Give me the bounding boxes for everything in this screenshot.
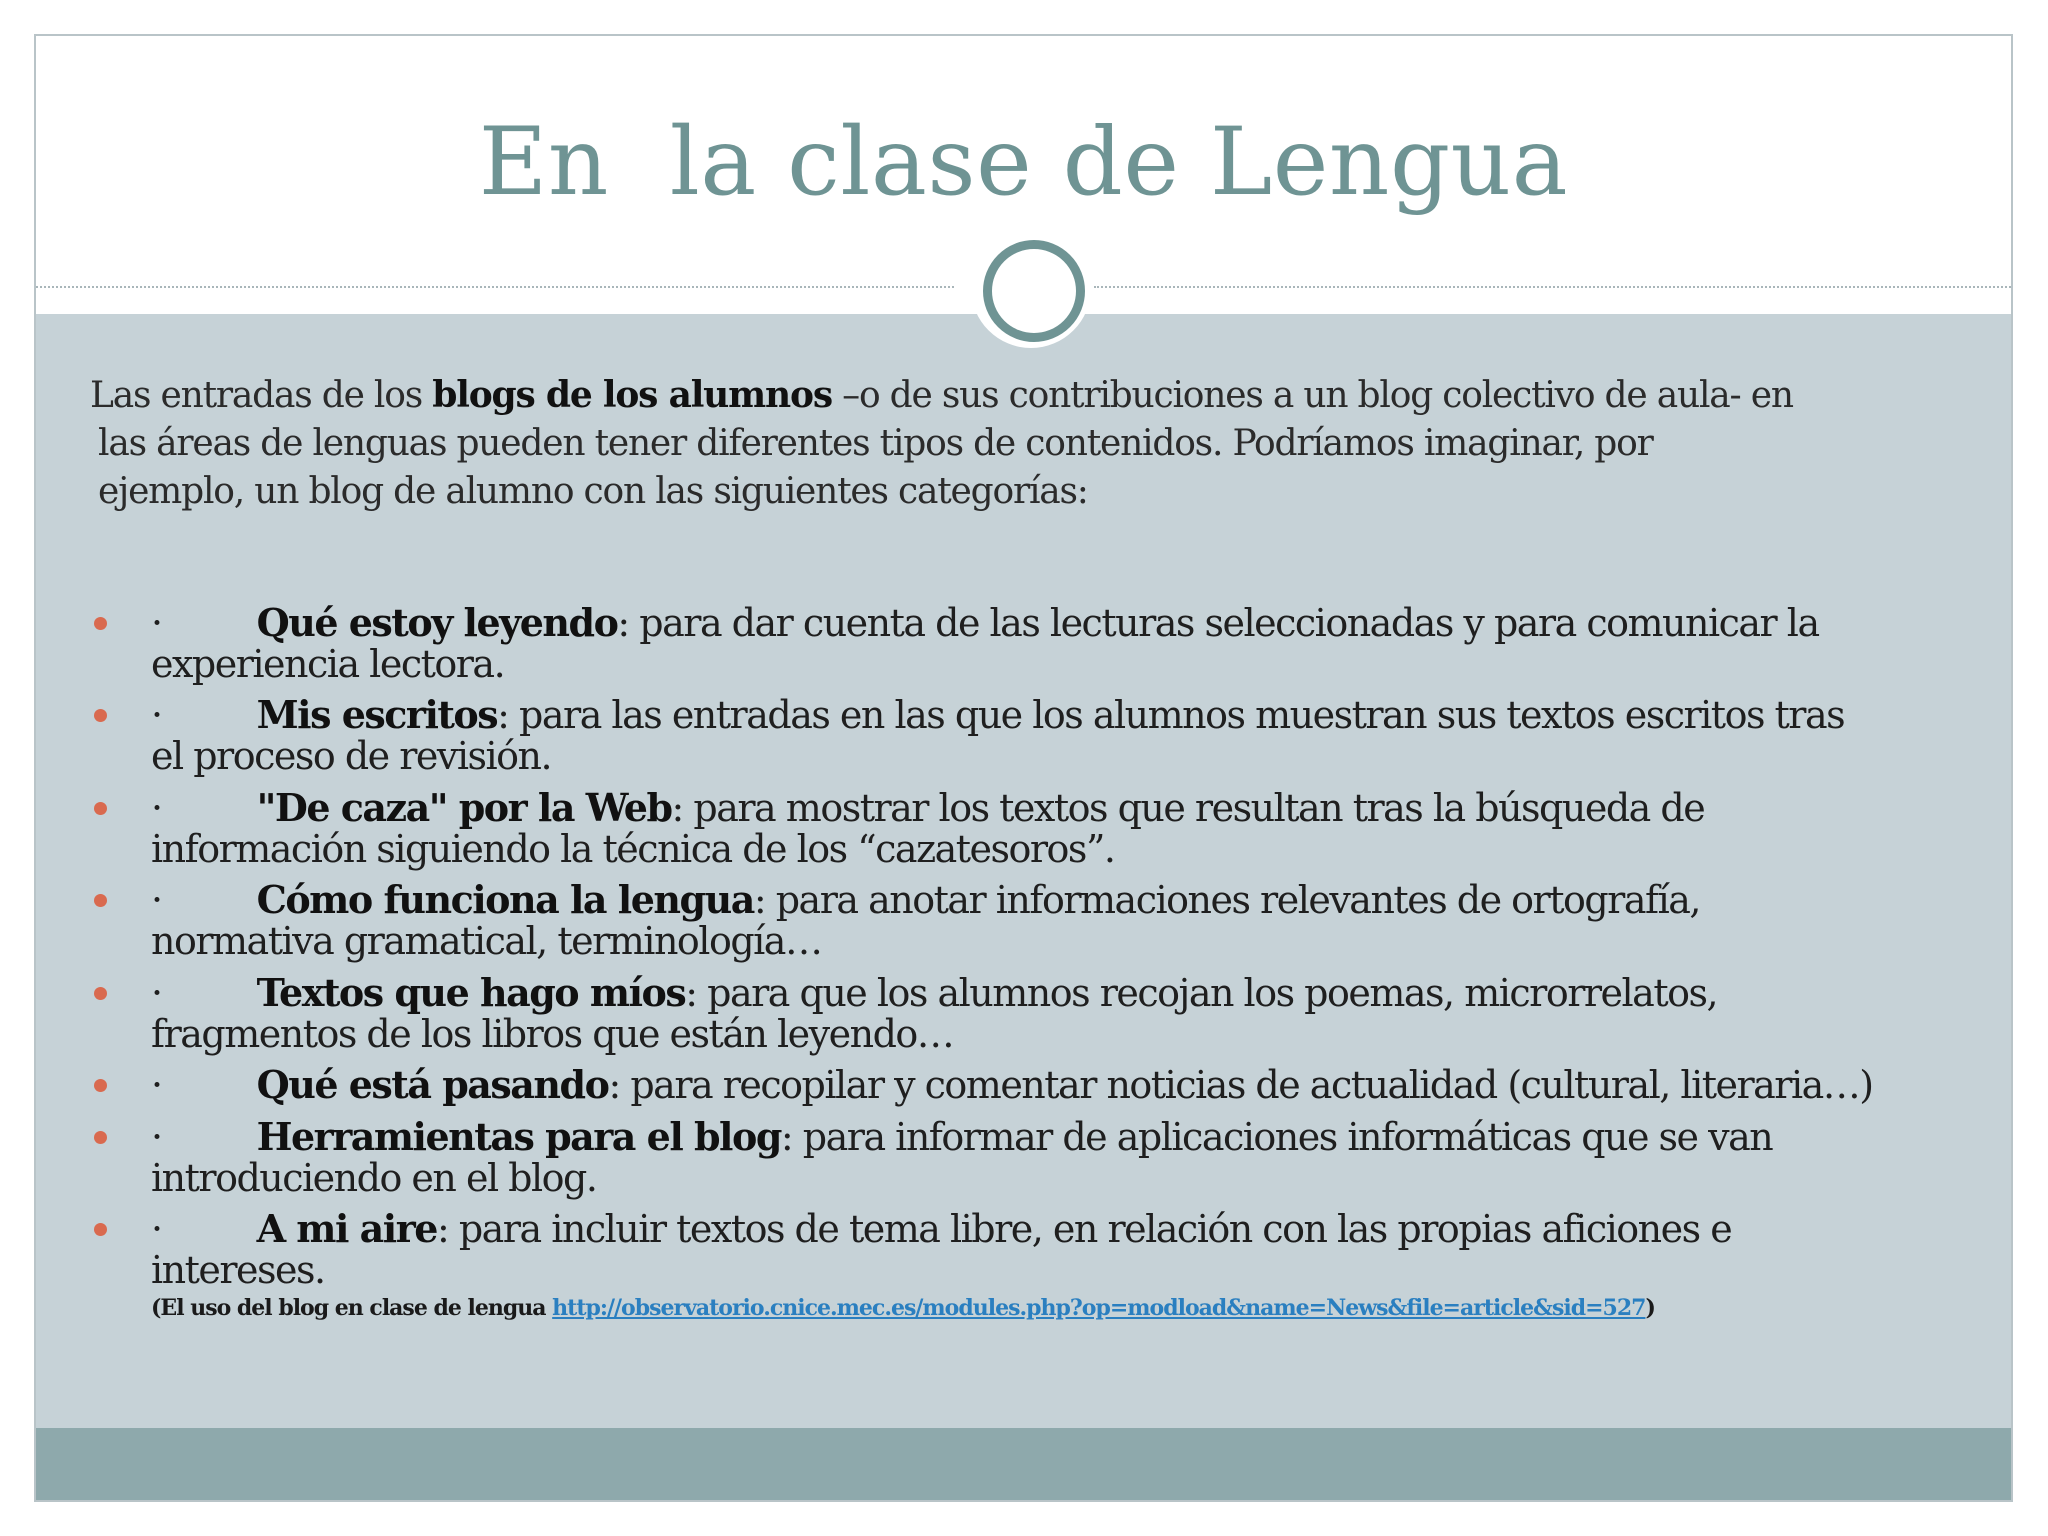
bullet-icon: [94, 709, 107, 722]
category-name: Qué estoy leyendo: [256, 600, 618, 645]
middle-dot: ·: [151, 971, 162, 1015]
intro-text: Las entradas de los: [90, 375, 433, 416]
title-divider-left: [36, 286, 954, 288]
bullet-icon: [94, 1131, 107, 1144]
category-description-continued: intereses.: [151, 1248, 325, 1292]
reference-close-paren: ): [1645, 1295, 1655, 1321]
category-name: Cómo funciona la lengua: [256, 877, 754, 922]
reference-label: El uso del blog en clase de lengua: [160, 1295, 553, 1321]
category-description-continued: el proceso de revisión.: [151, 734, 552, 778]
bullet-icon: [94, 894, 107, 907]
title-divider-right: [1094, 286, 2013, 288]
category-name: Herramientas para el blog: [256, 1114, 781, 1159]
reference-link[interactable]: http://observatorio.cnice.mec.es/modules.php?op=modload&name=News&file=article&sid=527: [552, 1295, 1646, 1321]
category-description-continued: normativa gramatical, terminología…: [151, 919, 822, 963]
bullet-icon: [94, 1223, 107, 1236]
middle-dot: ·: [151, 693, 162, 737]
footer-bar: [36, 1428, 2011, 1500]
middle-dot: ·: [151, 878, 162, 922]
bullet-icon: [94, 1079, 107, 1092]
slide: [34, 34, 2013, 1502]
intro-paragraph: [90, 371, 1910, 516]
category-description: : para las entradas en las que los alumnos muestran sus textos escritos tras: [497, 693, 1845, 737]
category-description-continued: fragmentos de los libros que están leyendo…: [151, 1012, 954, 1056]
category-description-continued: información siguiendo la técnica de los “cazatesoros”.: [151, 827, 1115, 871]
intro-line-3: ejemplo, un blog de alumno con las siguientes categorías:: [98, 471, 1088, 512]
intro-line-1: [90, 371, 1910, 420]
middle-dot: ·: [151, 1063, 162, 1107]
bullet-icon: [94, 987, 107, 1000]
category-description-continued: introduciendo en el blog.: [151, 1156, 597, 1200]
reference-citation: [151, 1295, 1655, 1321]
middle-dot: ·: [151, 786, 162, 830]
intro-bold-text: blogs de los alumnos: [432, 374, 832, 416]
slide-title: En la clase de Lengua: [478, 108, 1569, 217]
category-description-continued: experiencia lectora.: [151, 642, 505, 686]
category-name: Mis escritos: [256, 692, 498, 737]
category-name: Qué está pasando: [256, 1062, 609, 1107]
category-description: : para incluir textos de tema libre, en relación con las propias aficiones e: [436, 1207, 1732, 1251]
category-description: : para mostrar los textos que resultan tras la búsqueda de: [671, 786, 1705, 830]
category-description: : para informar de aplicaciones informáticas que se van: [780, 1115, 1773, 1159]
category-name: Textos que hago míos: [256, 970, 686, 1015]
middle-dot: ·: [151, 601, 162, 645]
intro-text: –o de sus contribuciones a un blog colectivo de aula- en: [831, 375, 1793, 416]
middle-dot: ·: [151, 1115, 162, 1159]
category-name: "De caza" por la Web: [256, 785, 672, 830]
category-description: : para anotar informaciones relevantes de ortografía,: [753, 878, 1700, 922]
category-description: : para que los alumnos recojan los poemas, microrrelatos,: [685, 971, 1718, 1015]
bullet-icon: [94, 617, 107, 630]
middle-dot: ·: [151, 1207, 162, 1251]
intro-line-2: las áreas de lenguas pueden tener diferentes tipos de contenidos. Podríamos imaginar, por: [98, 423, 1653, 464]
bullet-icon: [94, 802, 107, 815]
reference-open-paren: (: [151, 1295, 161, 1321]
divider-circle-icon: [983, 240, 1085, 342]
category-description: : para dar cuenta de las lecturas seleccionadas y para comunicar la: [617, 601, 1819, 645]
category-name: A mi aire: [256, 1206, 437, 1251]
category-description: : para recopilar y comentar noticias de actualidad (cultural, literaria…): [608, 1063, 1873, 1107]
